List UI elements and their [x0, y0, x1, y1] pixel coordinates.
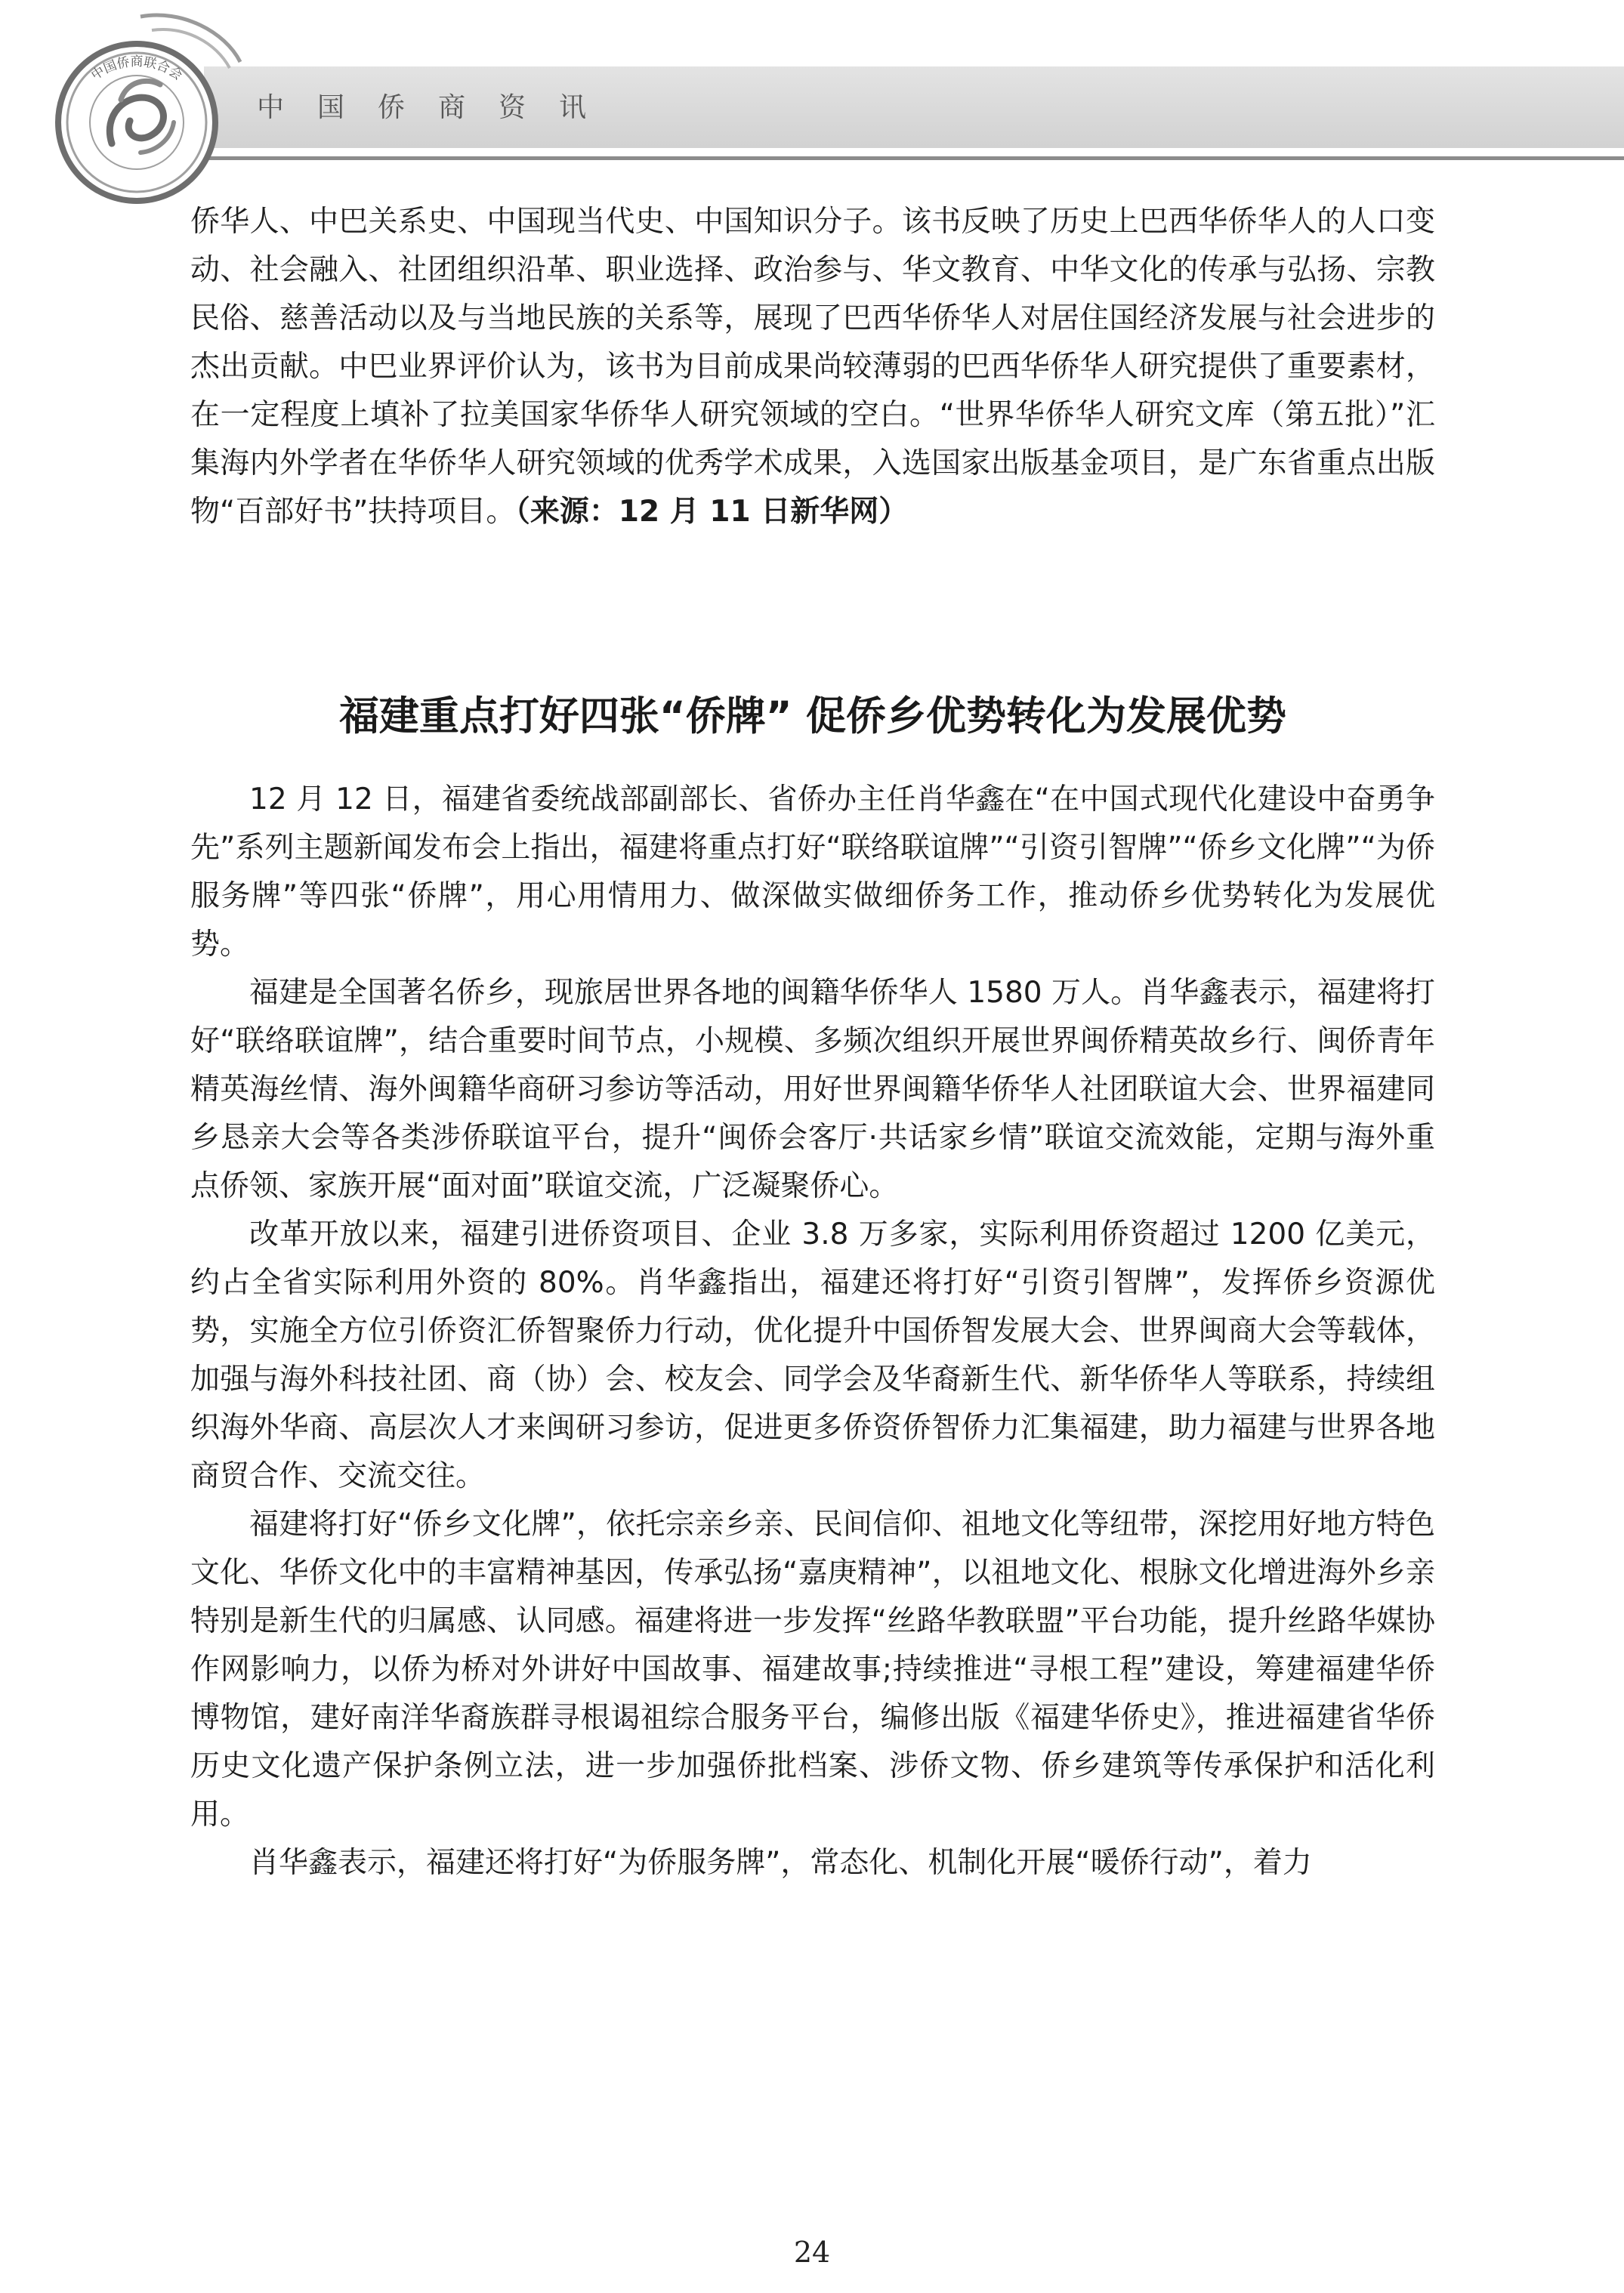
article-paragraph-1: 12 月 12 日，福建省委统战部副部长、省侨办主任肖华鑫在“在中国式现代化建设中奋勇争先”系列主题新闻发布会上指出，福建将重点打好“联络联谊牌”“引资引智牌”“侨乡文化牌”“为侨服务牌”等四张“侨牌”，用心用情用力、做深做实做细侨务工作，推动侨乡优势转化为发展优势。 — [190, 782, 1435, 961]
article-title: 福建重点打好四张“侨牌” 促侨乡优势转化为发展优势 — [338, 693, 1287, 739]
continued-paragraph-text: 侨华人、中巴关系史、中国现当代史、中国知识分子。该书反映了历史上巴西华侨华人的人口变动、社会融入、社团组织沿革、职业选择、政治参与、华文教育、中华文化的传承与弘扬、宗教民俗、慈善活动以及与当地民族的关系等，展现了巴西华侨华人对居住国经济发展与社会进步的杰出贡献。中巴业界评价认为，该书为目前成果尚较薄弱的巴西华侨华人研究提供了重要素材，在一定程度上填补了拉美国家华侨华人研究领域的空白。“世界华侨华人研究文库（第五批）”汇集海内外学者在华侨华人研究领域的优秀学术成果，入选国家出版基金项目，是广东省重点出版物“百部好书”扶持项目。 — [190, 205, 1435, 529]
continued-article — [190, 198, 1435, 536]
article-body — [190, 776, 1435, 1887]
logo-ring-text: 中国侨商联合会 — [88, 54, 185, 84]
article-paragraph-4: 福建将打好“侨乡文化牌”，依托宗亲乡亲、民间信仰、祖地文化等纽带，深挖用好地方特色文化、华侨文化中的丰富精神基因，传承弘扬“嘉庚精神”，以祖地文化、根脉文化增进海外乡亲特别是新生代的归属感、认同感。福建将进一步发挥“丝路华教联盟”平台功能，提升丝路华媒协作网影响力，以侨为桥对外讲好中国故事、福建故事;持续推进“寻根工程”建设，筹建福建华侨博物馆，建好南洋华裔族群寻根谒祖综合服务平台，编修出版《福建华侨史》，推进福建省华侨历史文化遗产保护条例立法，进一步加强侨批档案、涉侨文物、侨乡建筑等传承保护和活化利用。 — [190, 1508, 1435, 1832]
magazine-logo — [27, 9, 246, 205]
article-paragraph-2: 福建是全国著名侨乡，现旅居世界各地的闽籍华侨华人 1580 万人。肖华鑫表示，福建将打好“联络联谊牌”，结合重要时间节点，小规模、多频次组织开展世界闽侨精英故乡行、闽侨青年精英海丝情、海外闽籍华商研习参访等活动，用好世界闽籍华侨华人社团联谊大会、世界福建同乡恳亲大会等各类涉侨联谊平台，提升“闽侨会客厅·共话家乡情”联谊交流效能，定期与海外重点侨领、家族开展“面对面”联谊交流，广泛凝聚侨心。 — [190, 976, 1435, 1203]
header-rule — [193, 156, 1624, 160]
source-note: （来源：12 月 11 日新华网） — [515, 495, 909, 529]
article-paragraph-5: 肖华鑫表示，福建还将打好“为侨服务牌”，常态化、机制化开展“暖侨行动”，着力 — [249, 1846, 1312, 1880]
page-number: 24 — [793, 2236, 831, 2269]
magazine-title: 中国侨商资讯 — [257, 92, 620, 123]
article-paragraph-3: 改革开放以来，福建引进侨资项目、企业 3.8 万多家，实际利用侨资超过 1200 亿美元，约占全省实际利用外资的 80%。肖华鑫指出，福建还将打好“引资引智牌”，发挥侨乡资源优势，实施全方位引侨资汇侨智聚侨力行动，优化提升中国侨智发展大会、世界闽商大会等载体，加强与海外科技社团、商（协）会、校友会、同学会及华裔新生代、新华侨华人等联系，持续组织海外华商、高层次人才来闽研习参访，促进更多侨资侨智侨力汇集福建，助力福建与世界各地商贸合作、交流交往。 — [190, 1217, 1435, 1493]
continued-paragraph — [190, 198, 1435, 536]
